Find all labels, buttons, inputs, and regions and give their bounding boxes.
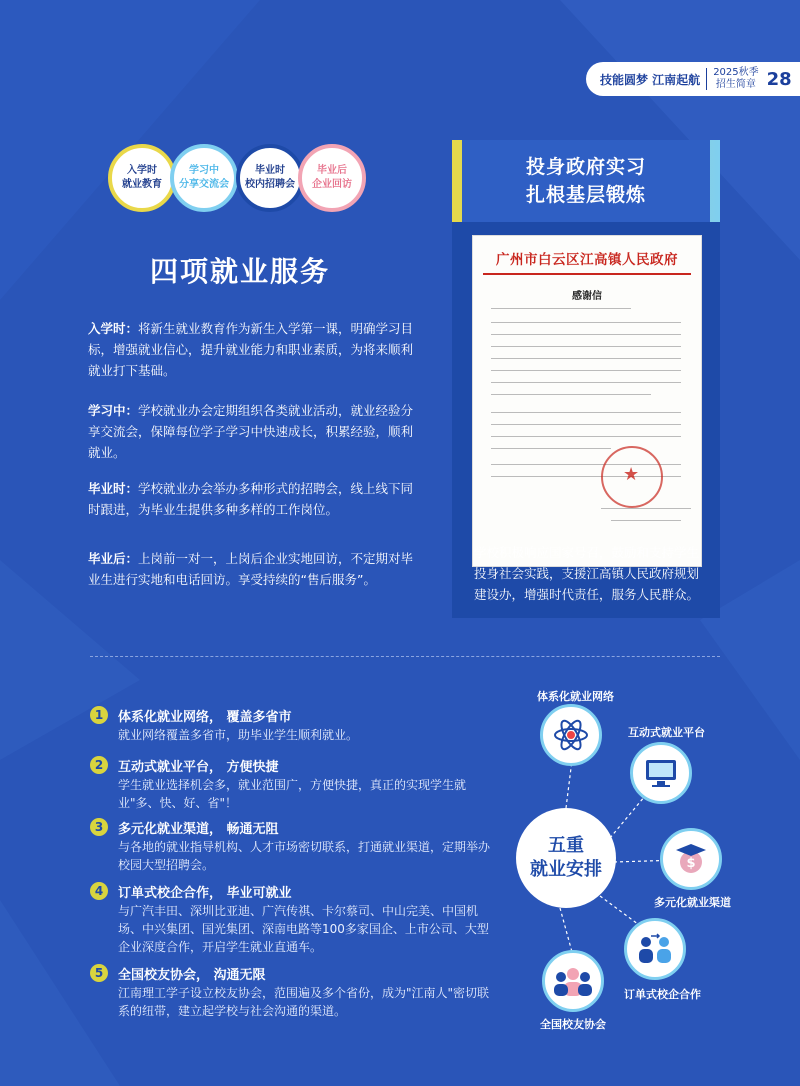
- item-number: 2: [90, 756, 108, 774]
- item-number: 3: [90, 818, 108, 836]
- item-number: 4: [90, 882, 108, 900]
- item-desc: 与广汽丰田、深圳比亚迪、广汽传祺、卡尔蔡司、中山完美、中国机场、中兴集团、国光集团、深南电路等100多家国企、上市公司、大型企业深度合作，开启学生就业直通车。: [118, 904, 489, 954]
- five-arrangements-hub: [516, 808, 616, 908]
- circle-line1: 学习中: [189, 165, 219, 176]
- item-desc: 江南理工学子设立校友协会，范围遍及多个省份，成为"江南人"密切联系的纽带，建立起学校与社会沟通的渠道。: [118, 986, 490, 1018]
- node-label: 订单式校企合作: [624, 988, 701, 1001]
- computer-platform-icon: [630, 742, 692, 804]
- section-title: 四项就业服务: [149, 255, 330, 288]
- item-title: 多元化就业渠道， 畅通无阻: [118, 822, 279, 837]
- alumni-group-icon: [542, 950, 604, 1012]
- graduation-money-icon: [660, 828, 722, 890]
- svg-text:$: $: [686, 856, 696, 871]
- paragraph-key: 毕业时：: [88, 481, 139, 496]
- panel-caption: 学校积极响应国家号召，鼓励和支持学生投身社会实践，支援江高镇人民政府规划建设办，增强时代责任，服务人民群众。: [474, 545, 700, 602]
- item-title: 全国校友协会， 沟通无限: [118, 968, 266, 983]
- star-icon: ★: [623, 464, 640, 485]
- panel-title-line1: 投身政府实习: [525, 156, 646, 178]
- item-title: 体系化就业网络， 覆盖多省市: [118, 710, 292, 725]
- circle-line1: 毕业时: [255, 165, 285, 176]
- paragraph-text: 学校就业办会举办多种形式的招聘会，线上线下同时跟进，为毕业生提供多种多样的工作岗位。: [88, 481, 414, 517]
- paragraph-text: 上岗前一对一，上岗后企业实地回访，不定期对毕业生进行实地和电话回访。享受持续的“售后服务”。: [88, 551, 414, 587]
- paragraph-key: 学习中：: [88, 403, 139, 418]
- circle-line1: 入学时: [127, 165, 157, 176]
- letter-title: 感谢信: [572, 291, 602, 302]
- circle-line2: 企业回访: [312, 179, 352, 190]
- paragraph-text: 学校就业办会定期组织各类就业活动，就业经验分享交流会，保障每位学子学习中快速成长，积累经验，顺利就业。: [88, 403, 414, 460]
- people-exchange-icon: [624, 918, 686, 980]
- circle-line2: 分享交流会: [179, 179, 229, 190]
- node-label: 全国校友协会: [540, 1018, 606, 1031]
- header-slogan: 技能圆梦 江南起航: [600, 72, 701, 87]
- circle-line1: 毕业后: [317, 165, 347, 176]
- node-label: 多元化就业渠道: [654, 896, 731, 909]
- item-desc: 学生就业选择机会多，就业范围广，方便快捷，真正的实现学生就业"多、快、好、省"！: [118, 778, 467, 810]
- atom-network-icon: [540, 704, 602, 766]
- page-number: 28: [766, 68, 792, 90]
- item-desc: 与各地的就业指导机构、人才市场密切联系，打通就业渠道，定期举办校园大型招聘会。: [118, 840, 491, 872]
- circle-line2: 校内招聘会: [245, 179, 295, 190]
- item-title: 订单式校企合作， 毕业可就业: [118, 886, 292, 901]
- item-title: 互动式就业平台， 方便快捷: [118, 760, 279, 775]
- item-desc: 就业网络覆盖多省市，助毕业学生顺利就业。: [118, 728, 359, 742]
- paragraph-key: 毕业后：: [88, 551, 139, 566]
- node-label: 体系化就业网络: [537, 690, 614, 703]
- hub-line1: 五重: [548, 835, 584, 856]
- node-label: 互动式就业平台: [628, 726, 705, 739]
- circle-line2: 就业教育: [122, 179, 162, 190]
- paragraph-text: 将新生就业教育作为新生入学第一课，明确学习目标，增强就业信心，提升就业能力和职业素质，为将来顺利就业打下基础。: [88, 321, 414, 378]
- header-term-line1: 2025秋季: [713, 67, 759, 78]
- paragraph-key: 入学时：: [88, 321, 139, 336]
- letter-letterhead: 广州市白云区江高镇人民政府: [496, 252, 678, 268]
- item-number: 1: [90, 706, 108, 724]
- panel-title-line2: 扎根基层锻炼: [525, 184, 646, 206]
- header-term-line2: 招生简章: [715, 79, 756, 90]
- hub-line2: 就业安排: [530, 859, 602, 880]
- item-number: 5: [90, 964, 108, 982]
